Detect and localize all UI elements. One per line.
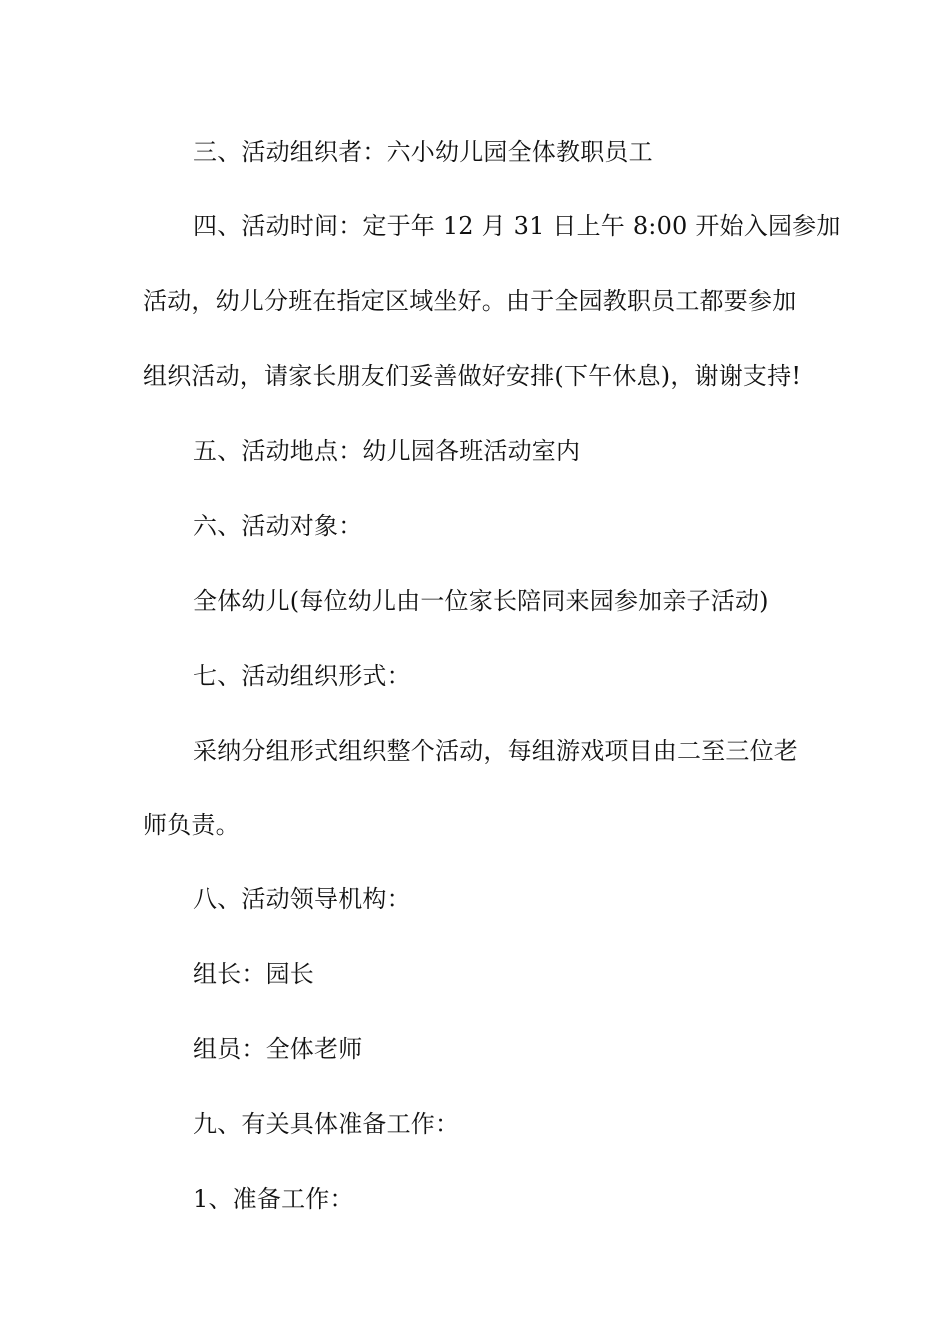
section-location: 五、活动地点：幼儿园各班活动室内: [193, 437, 581, 465]
leadership-members: 组员：全体老师: [193, 1035, 363, 1063]
section-format-line-2: 师负责。: [143, 811, 240, 839]
section-leadership-heading: 八、活动领导机构：: [193, 885, 411, 913]
section-time-line-3: 组织活动，请家长朋友们妥善做好安排(下午休息)，谢谢支持!: [143, 362, 802, 390]
section-participants-heading: 六、活动对象：: [193, 512, 363, 540]
section-format-line-1: 采纳分组形式组织整个活动，每组游戏项目由二至三位老: [193, 737, 798, 765]
section-format-heading: 七、活动组织形式：: [193, 662, 411, 690]
section-time-line-1: 四、活动时间：定于年 12 月 31 日上午 8:00 开始入园参加: [193, 212, 841, 240]
section-participants-text: 全体幼儿(每位幼儿由一位家长陪同来园参加亲子活动): [193, 587, 769, 615]
section-time-line-2: 活动，幼儿分班在指定区域坐好。由于全园教职员工都要参加: [143, 287, 797, 315]
leadership-leader: 组长：园长: [193, 960, 314, 988]
section-preparation-heading: 九、有关具体准备工作：: [193, 1110, 460, 1138]
section-organizer: 三、活动组织者：六小幼儿园全体教职员工: [193, 138, 653, 166]
preparation-item-1: 1、准备工作：: [193, 1185, 354, 1213]
